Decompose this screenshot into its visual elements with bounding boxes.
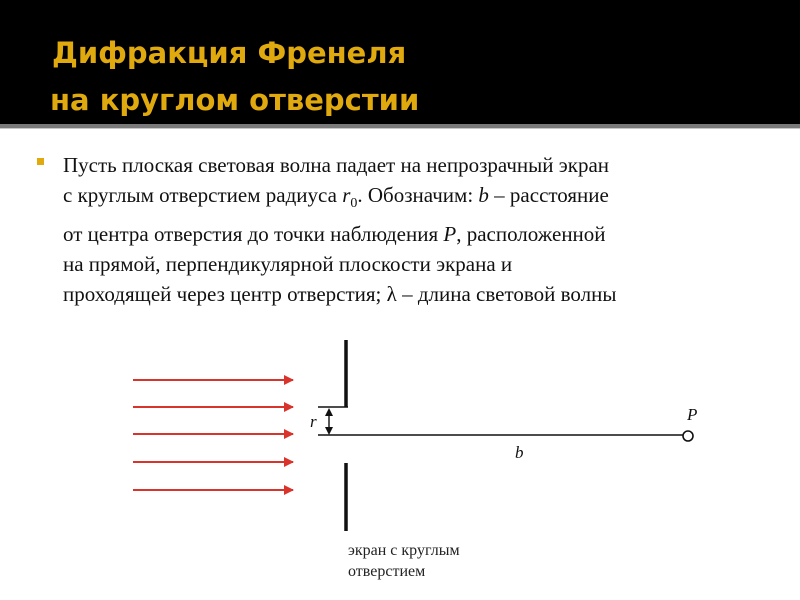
screen-caption [348, 540, 460, 582]
paragraph-text: , расположенной [456, 222, 606, 247]
paragraph-text: . Обозначим: [357, 183, 479, 207]
incident-wave-arrows [133, 380, 293, 490]
label-r: r [310, 412, 317, 431]
title-line-1: Дифракция Френеля [52, 36, 407, 70]
caption-line-2: отверстием [348, 563, 426, 580]
radius-arrowhead-up [325, 408, 333, 416]
observation-point-P [683, 431, 693, 441]
radius-arrowhead-down [325, 427, 333, 435]
variable-r: r [342, 183, 351, 207]
title-line-2: на круглом отверстии [50, 83, 420, 117]
variable-P: P [443, 222, 457, 247]
paragraph-text: – расстояние [488, 183, 609, 207]
radius-dimension [325, 408, 333, 435]
subscript-0: 0 [350, 196, 358, 212]
paragraph-text: с круглым отверстием радиуса [63, 183, 343, 207]
paragraph-line-4: на прямой, перпендикулярной плоскости экрана и [63, 252, 513, 277]
caption-line-1: экран с круглым [348, 542, 460, 559]
label-b: b [515, 443, 524, 462]
paragraph-text: от центра отверстия до точки наблюдения [63, 222, 444, 247]
lambda-symbol: λ [386, 282, 397, 307]
paragraph-text: – длина световой волны [396, 282, 617, 307]
paragraph-text: Пусть плоская световая волна падает на непрозрачный экран [63, 153, 610, 177]
label-P: P [687, 405, 698, 424]
paragraph-text: проходящей через центр отверстия; [63, 282, 387, 307]
variable-b: b [478, 183, 489, 207]
